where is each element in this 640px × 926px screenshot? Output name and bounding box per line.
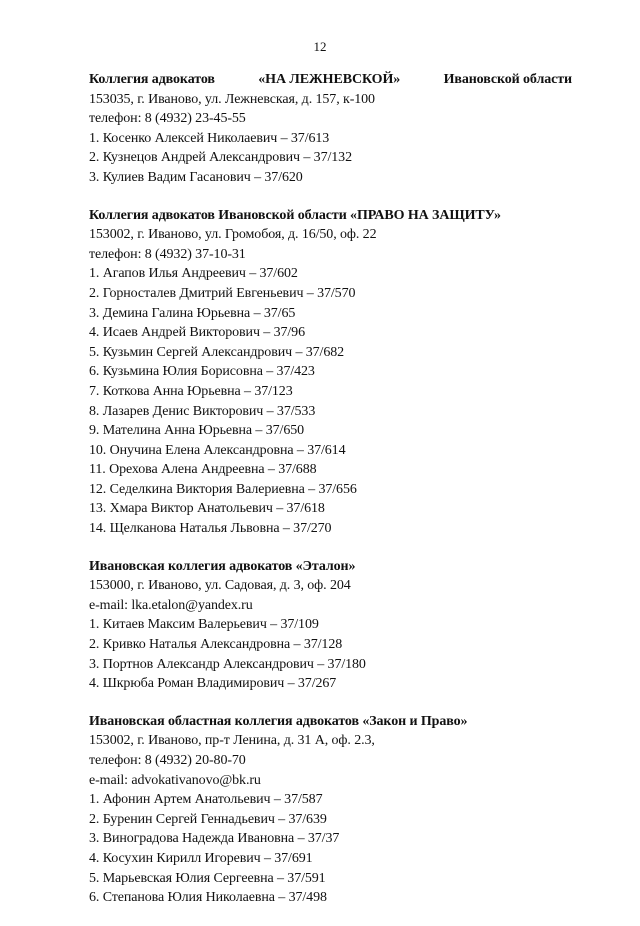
member-list — [89, 615, 589, 693]
list-item: 13. Хмара Виктор Анатольевич – 37/618 — [89, 501, 325, 517]
section-pravo-na-zashchitu — [89, 206, 589, 539]
section-title: Ивановская коллегия адвокатов «Эталон» — [89, 558, 356, 574]
email-line: e-mail: advokativanovo@bk.ru — [89, 772, 261, 788]
list-item: 1. Афонин Артем Анатольевич – 37/587 — [89, 792, 323, 808]
list-item: 6. Кузьмина Юлия Борисовна – 37/423 — [89, 364, 315, 380]
page-number: 12 — [313, 39, 327, 54]
list-item: 1. Агапов Илья Андреевич – 37/602 — [89, 266, 298, 282]
list-item: 3. Виноградова Надежда Ивановна – 37/37 — [89, 831, 340, 847]
section-na-lezhnevskoy — [89, 70, 589, 188]
section-title — [89, 70, 572, 90]
list-item: 9. Мателина Анна Юрьевна – 37/650 — [89, 423, 305, 439]
list-item: 2. Горносталев Дмитрий Евгеньевич – 37/570 — [89, 285, 356, 301]
list-item: 11. Орехова Алена Андреевна – 37/688 — [89, 462, 317, 478]
email-line: e-mail: lka.etalon@yandex.ru — [89, 597, 253, 613]
section-title: Ивановская областная коллегия адвокатов «Закон и Право» — [89, 713, 468, 729]
list-item: 2. Буренин Сергей Геннадьевич – 37/639 — [89, 811, 327, 827]
list-item: 1. Китаев Максим Валерьевич – 37/109 — [89, 617, 319, 633]
section-zakon-i-pravo — [89, 712, 589, 908]
address-line: 153000, г. Иваново, ул. Садовая, д. 3, оф. 204 — [89, 578, 351, 594]
phone-line: телефон: 8 (4932) 23-45-55 — [89, 111, 246, 127]
phone-line: телефон: 8 (4932) 37-10-31 — [89, 246, 246, 262]
list-item: 3. Кулиев Вадим Гасанович – 37/620 — [89, 169, 303, 185]
section-title: Коллегия адвокатов Ивановской области «ПРАВО НА ЗАЩИТУ» — [89, 207, 501, 223]
list-item: 14. Щелканова Наталья Львовна – 37/270 — [89, 521, 332, 537]
section-title-part: Ивановской области — [443, 72, 572, 87]
document-body — [89, 70, 589, 926]
list-item: 8. Лазарев Денис Викторович – 37/533 — [89, 403, 316, 419]
list-item: 6. Степанова Юлия Николаевна – 37/498 — [89, 890, 327, 906]
list-item: 3. Демина Галина Юрьевна – 37/65 — [89, 305, 296, 321]
list-item: 2. Кузнецов Андрей Александрович – 37/132 — [89, 150, 352, 166]
list-item: 5. Марьевская Юлия Сергеевна – 37/591 — [89, 870, 326, 886]
list-item: 12. Седелкина Виктория Валериевна – 37/656 — [89, 481, 357, 497]
phone-line: телефон: 8 (4932) 20-80-70 — [89, 753, 246, 768]
list-item: 4. Косухин Кирилл Игоревич – 37/691 — [89, 850, 313, 866]
member-list — [89, 129, 589, 188]
address-line: 153002, г. Иваново, пр-т Ленина, д. 31 А, оф. 2.3, — [89, 733, 375, 749]
section-title-part: «НА ЛЕЖНЕВСКОЙ» — [258, 72, 401, 87]
list-item: 5. Кузьмин Сергей Александрович – 37/682 — [89, 344, 345, 360]
member-list — [89, 264, 589, 538]
list-item: 4. Исаев Андрей Викторович – 37/96 — [89, 325, 305, 341]
list-item: 2. Кривко Наталья Александровна – 37/128 — [89, 637, 343, 653]
section-etalon — [89, 557, 589, 694]
list-item: 7. Коткова Анна Юрьевна – 37/123 — [89, 383, 293, 399]
member-list — [89, 790, 589, 908]
list-item: 4. Шкрюба Роман Владимирович – 37/267 — [89, 676, 337, 692]
list-item: 3. Портнов Александр Александрович – 37/180 — [89, 656, 366, 672]
address-line: 153002, г. Иваново, ул. Громобоя, д. 16/50, оф. 22 — [89, 227, 377, 243]
list-item: 1. Косенко Алексей Николаевич – 37/613 — [89, 130, 330, 146]
section-title-part: Коллегия адвокатов — [89, 72, 215, 87]
address-line: 153035, г. Иваново, ул. Лежневская, д. 157, к-100 — [89, 91, 375, 107]
list-item: 10. Онучина Елена Александровна – 37/614 — [89, 442, 346, 458]
